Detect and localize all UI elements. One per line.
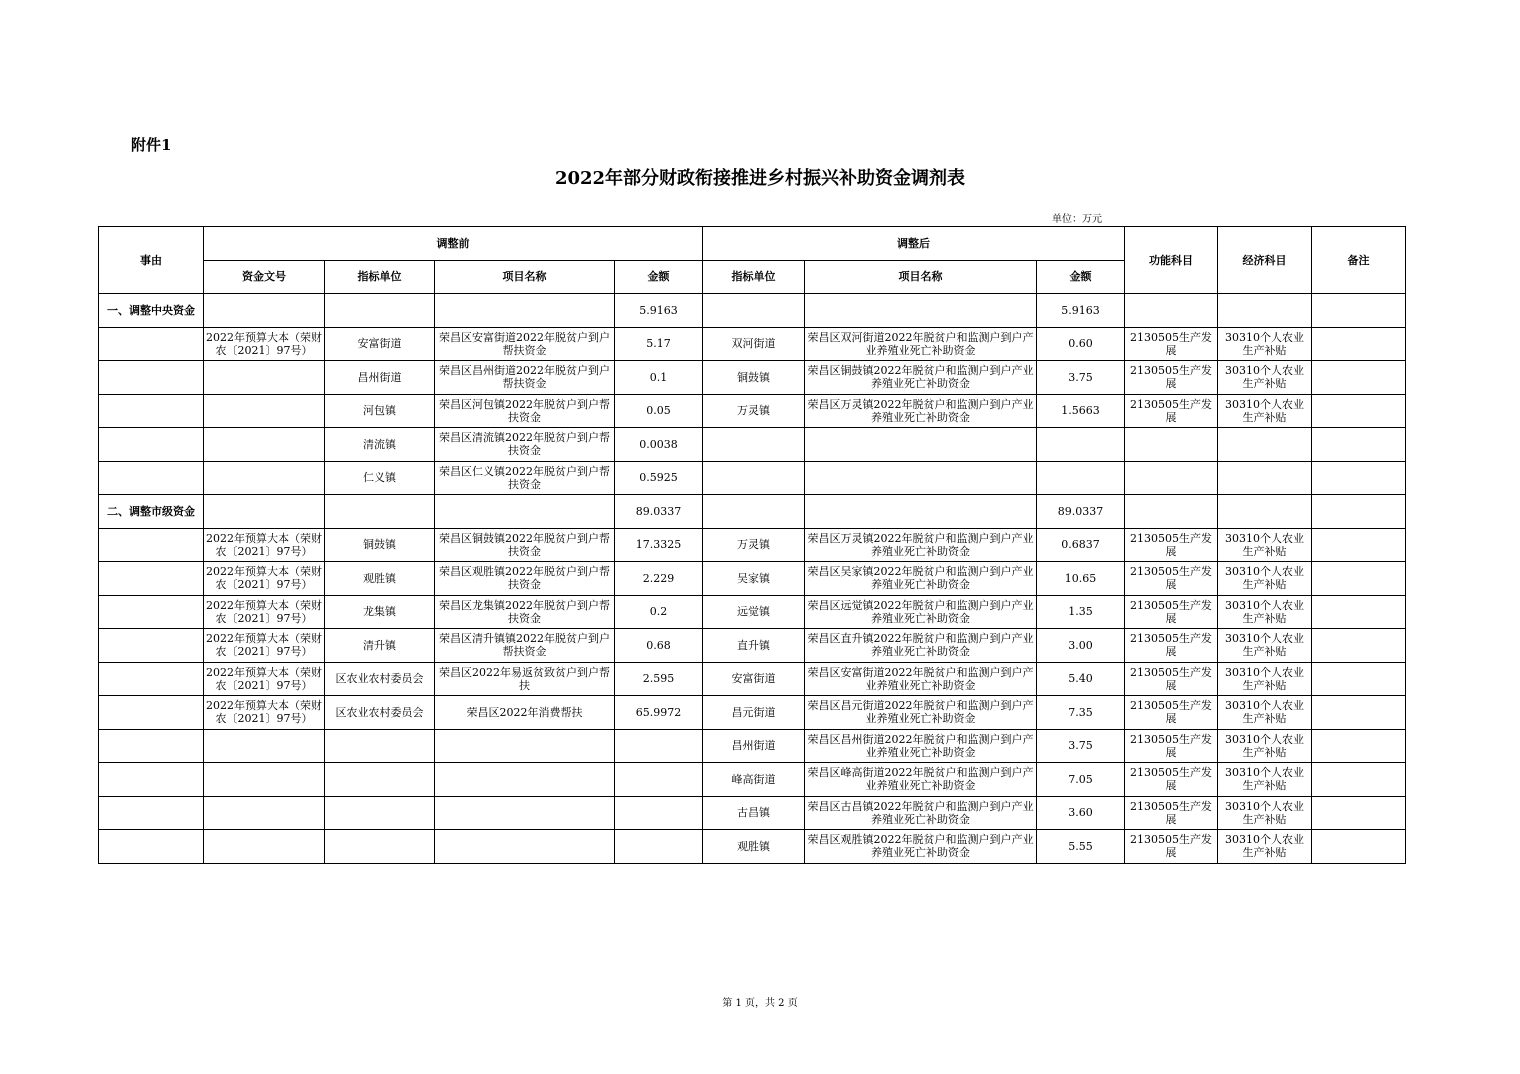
- unit-after-cell: 万灵镇: [703, 528, 805, 562]
- unit-before-cell: 安富街道: [325, 327, 435, 361]
- project-before-cell: [435, 763, 615, 797]
- unit-after-cell: 昌元街道: [703, 696, 805, 730]
- reason-cell: [99, 696, 204, 730]
- unit-before-cell: 清升镇: [325, 629, 435, 663]
- fund-doc-cell: [204, 361, 325, 395]
- unit-after-cell: 远觉镇: [703, 595, 805, 629]
- amount-after-cell: 5.40: [1037, 662, 1125, 696]
- amount-before-cell: [615, 830, 703, 864]
- amount-before-cell: 5.9163: [615, 294, 703, 328]
- project-before-cell: [435, 796, 615, 830]
- project-before-cell: 荣昌区龙集镇2022年脱贫户到户帮扶资金: [435, 595, 615, 629]
- table-row: [99, 696, 1406, 730]
- unit-before-cell: 铜鼓镇: [325, 528, 435, 562]
- project-after-cell: 荣昌区双河街道2022年脱贫户和监测户到户产业养殖业死亡补助资金: [805, 327, 1037, 361]
- table-row: [99, 562, 1406, 596]
- function-subject-cell: 2130505生产发展: [1125, 729, 1218, 763]
- remark-cell: [1312, 729, 1406, 763]
- unit-after-cell: 古昌镇: [703, 796, 805, 830]
- amount-before-cell: 0.5925: [615, 461, 703, 495]
- function-subject-cell: [1125, 495, 1218, 529]
- function-subject-cell: 2130505生产发展: [1125, 361, 1218, 395]
- unit-before-cell: [325, 796, 435, 830]
- economic-subject-cell: 30310个人农业生产补贴: [1218, 394, 1312, 428]
- project-after-cell: 荣昌区峰高街道2022年脱贫户和监测户到户产业养殖业死亡补助资金: [805, 763, 1037, 797]
- reason-cell: [99, 763, 204, 797]
- amount-after-cell: 7.05: [1037, 763, 1125, 797]
- remark-cell: [1312, 461, 1406, 495]
- economic-subject-cell: 30310个人农业生产补贴: [1218, 595, 1312, 629]
- amount-after-cell: 3.00: [1037, 629, 1125, 663]
- unit-after-cell: [703, 461, 805, 495]
- unit-after-cell: 峰高街道: [703, 763, 805, 797]
- project-before-cell: 荣昌区铜鼓镇2022年脱贫户到户帮扶资金: [435, 528, 615, 562]
- project-after-cell: 荣昌区昌州街道2022年脱贫户和监测户到户产业养殖业死亡补助资金: [805, 729, 1037, 763]
- fund-doc-cell: 2022年预算大本（荣财农〔2021〕97号）: [204, 662, 325, 696]
- fund-doc-cell: [204, 763, 325, 797]
- adjustment-table: [98, 226, 1406, 864]
- attachment-label: 附件1: [131, 136, 172, 154]
- project-before-cell: [435, 294, 615, 328]
- table-row: [99, 327, 1406, 361]
- economic-subject-cell: 30310个人农业生产补贴: [1218, 361, 1312, 395]
- project-after-cell: 荣昌区古昌镇2022年脱贫户和监测户到户产业养殖业死亡补助资金: [805, 796, 1037, 830]
- function-subject-cell: 2130505生产发展: [1125, 662, 1218, 696]
- project-after-cell: 荣昌区安富街道2022年脱贫户和监测户到户产业养殖业死亡补助资金: [805, 662, 1037, 696]
- header-amount-after: 金额: [1037, 260, 1125, 294]
- amount-after-cell: 10.65: [1037, 562, 1125, 596]
- function-subject-cell: 2130505生产发展: [1125, 796, 1218, 830]
- function-subject-cell: 2130505生产发展: [1125, 696, 1218, 730]
- unit-after-cell: 吴家镇: [703, 562, 805, 596]
- fund-doc-cell: [204, 394, 325, 428]
- amount-before-cell: 2.595: [615, 662, 703, 696]
- fund-doc-cell: [204, 294, 325, 328]
- amount-before-cell: [615, 763, 703, 797]
- amount-after-cell: 3.60: [1037, 796, 1125, 830]
- table-row: [99, 361, 1406, 395]
- remark-cell: [1312, 562, 1406, 596]
- reason-cell: [99, 461, 204, 495]
- unit-before-cell: [325, 729, 435, 763]
- unit-after-cell: 直升镇: [703, 629, 805, 663]
- unit-before-cell: 龙集镇: [325, 595, 435, 629]
- table-row: [99, 528, 1406, 562]
- header-reason: 事由: [99, 227, 204, 294]
- reason-cell: [99, 830, 204, 864]
- economic-subject-cell: 30310个人农业生产补贴: [1218, 796, 1312, 830]
- economic-subject-cell: 30310个人农业生产补贴: [1218, 763, 1312, 797]
- reason-cell: [99, 729, 204, 763]
- project-after-cell: 荣昌区铜鼓镇2022年脱贫户和监测户到户产业养殖业死亡补助资金: [805, 361, 1037, 395]
- reason-cell: [99, 361, 204, 395]
- function-subject-cell: [1125, 428, 1218, 462]
- fund-doc-cell: [204, 796, 325, 830]
- header-unit-after: 指标单位: [703, 260, 805, 294]
- remark-cell: [1312, 662, 1406, 696]
- table-row: [99, 394, 1406, 428]
- reason-cell: [99, 394, 204, 428]
- economic-subject-cell: 30310个人农业生产补贴: [1218, 562, 1312, 596]
- header-economic-subject: 经济科目: [1218, 227, 1312, 294]
- table-row: [99, 495, 1406, 529]
- remark-cell: [1312, 830, 1406, 864]
- table-row: [99, 830, 1406, 864]
- header-project-before: 项目名称: [435, 260, 615, 294]
- header-project-after: 项目名称: [805, 260, 1037, 294]
- amount-after-cell: 0.60: [1037, 327, 1125, 361]
- economic-subject-cell: 30310个人农业生产补贴: [1218, 830, 1312, 864]
- table-row: [99, 729, 1406, 763]
- project-after-cell: [805, 461, 1037, 495]
- project-after-cell: [805, 428, 1037, 462]
- project-before-cell: 荣昌区河包镇2022年脱贫户到户帮扶资金: [435, 394, 615, 428]
- unit-before-cell: [325, 830, 435, 864]
- unit-after-cell: 铜鼓镇: [703, 361, 805, 395]
- economic-subject-cell: 30310个人农业生产补贴: [1218, 528, 1312, 562]
- amount-before-cell: 0.1: [615, 361, 703, 395]
- project-before-cell: 荣昌区昌州街道2022年脱贫户到户帮扶资金: [435, 361, 615, 395]
- document-title: 2022年部分财政衔接推进乡村振兴补助资金调剂表: [554, 168, 966, 189]
- unit-before-cell: [325, 763, 435, 797]
- unit-after-cell: 安富街道: [703, 662, 805, 696]
- economic-subject-cell: 30310个人农业生产补贴: [1218, 696, 1312, 730]
- remark-cell: [1312, 361, 1406, 395]
- unit-after-cell: [703, 495, 805, 529]
- amount-after-cell: [1037, 461, 1125, 495]
- page-footer: 第 1 页，共 2 页: [722, 998, 798, 1009]
- unit-after-cell: 双河街道: [703, 327, 805, 361]
- project-before-cell: 荣昌区2022年易返贫致贫户到户帮扶: [435, 662, 615, 696]
- economic-subject-cell: [1218, 461, 1312, 495]
- function-subject-cell: 2130505生产发展: [1125, 763, 1218, 797]
- function-subject-cell: 2130505生产发展: [1125, 562, 1218, 596]
- header-before: 调整前: [204, 227, 703, 261]
- project-before-cell: [435, 729, 615, 763]
- economic-subject-cell: [1218, 294, 1312, 328]
- function-subject-cell: [1125, 294, 1218, 328]
- header-function-subject: 功能科目: [1125, 227, 1218, 294]
- function-subject-cell: 2130505生产发展: [1125, 830, 1218, 864]
- amount-before-cell: 5.17: [615, 327, 703, 361]
- function-subject-cell: 2130505生产发展: [1125, 595, 1218, 629]
- remark-cell: [1312, 595, 1406, 629]
- table-row: [99, 294, 1406, 328]
- economic-subject-cell: 30310个人农业生产补贴: [1218, 729, 1312, 763]
- table-row: [99, 763, 1406, 797]
- amount-after-cell: 0.6837: [1037, 528, 1125, 562]
- amount-after-cell: 1.35: [1037, 595, 1125, 629]
- amount-after-cell: [1037, 428, 1125, 462]
- reason-cell: [99, 327, 204, 361]
- table-row: [99, 629, 1406, 663]
- fund-doc-cell: [204, 428, 325, 462]
- reason-cell: [99, 629, 204, 663]
- fund-doc-cell: [204, 729, 325, 763]
- economic-subject-cell: [1218, 495, 1312, 529]
- unit-after-cell: 万灵镇: [703, 394, 805, 428]
- fund-doc-cell: 2022年预算大本（荣财农〔2021〕97号）: [204, 327, 325, 361]
- fund-doc-cell: 2022年预算大本（荣财农〔2021〕97号）: [204, 528, 325, 562]
- unit-before-cell: 区农业农村委员会: [325, 662, 435, 696]
- project-before-cell: 荣昌区仁义镇2022年脱贫户到户帮扶资金: [435, 461, 615, 495]
- reason-cell: [99, 428, 204, 462]
- table-row: [99, 595, 1406, 629]
- amount-before-cell: 17.3325: [615, 528, 703, 562]
- fund-doc-cell: 2022年预算大本（荣财农〔2021〕97号）: [204, 562, 325, 596]
- amount-after-cell: 1.5663: [1037, 394, 1125, 428]
- project-before-cell: 荣昌区安富街道2022年脱贫户到户帮扶资金: [435, 327, 615, 361]
- function-subject-cell: 2130505生产发展: [1125, 629, 1218, 663]
- amount-before-cell: 65.9972: [615, 696, 703, 730]
- remark-cell: [1312, 428, 1406, 462]
- reason-cell: 二、调整市级资金: [99, 495, 204, 529]
- project-after-cell: 荣昌区昌元街道2022年脱贫户和监测户到户产业养殖业死亡补助资金: [805, 696, 1037, 730]
- reason-cell: [99, 662, 204, 696]
- project-after-cell: 荣昌区万灵镇2022年脱贫户和监测户到户产业养殖业死亡补助资金: [805, 394, 1037, 428]
- remark-cell: [1312, 327, 1406, 361]
- remark-cell: [1312, 528, 1406, 562]
- project-before-cell: [435, 495, 615, 529]
- amount-before-cell: 0.0038: [615, 428, 703, 462]
- unit-before-cell: 昌州街道: [325, 361, 435, 395]
- table-row: [99, 428, 1406, 462]
- project-after-cell: [805, 495, 1037, 529]
- unit-label: 单位：万元: [1052, 214, 1102, 225]
- fund-doc-cell: 2022年预算大本（荣财农〔2021〕97号）: [204, 629, 325, 663]
- unit-before-cell: [325, 495, 435, 529]
- amount-before-cell: 89.0337: [615, 495, 703, 529]
- amount-after-cell: 7.35: [1037, 696, 1125, 730]
- unit-after-cell: [703, 428, 805, 462]
- remark-cell: [1312, 763, 1406, 797]
- table-row: [99, 796, 1406, 830]
- reason-cell: 一、调整中央资金: [99, 294, 204, 328]
- unit-before-cell: 仁义镇: [325, 461, 435, 495]
- amount-before-cell: 0.05: [615, 394, 703, 428]
- remark-cell: [1312, 796, 1406, 830]
- unit-before-cell: 区农业农村委员会: [325, 696, 435, 730]
- unit-after-cell: 观胜镇: [703, 830, 805, 864]
- remark-cell: [1312, 394, 1406, 428]
- amount-after-cell: 3.75: [1037, 361, 1125, 395]
- function-subject-cell: 2130505生产发展: [1125, 394, 1218, 428]
- economic-subject-cell: 30310个人农业生产补贴: [1218, 662, 1312, 696]
- amount-after-cell: 5.9163: [1037, 294, 1125, 328]
- fund-doc-cell: [204, 461, 325, 495]
- function-subject-cell: 2130505生产发展: [1125, 327, 1218, 361]
- economic-subject-cell: [1218, 428, 1312, 462]
- reason-cell: [99, 595, 204, 629]
- header-fund-doc: 资金文号: [204, 260, 325, 294]
- remark-cell: [1312, 629, 1406, 663]
- unit-after-cell: 昌州街道: [703, 729, 805, 763]
- remark-cell: [1312, 294, 1406, 328]
- amount-before-cell: [615, 729, 703, 763]
- amount-after-cell: 89.0337: [1037, 495, 1125, 529]
- economic-subject-cell: 30310个人农业生产补贴: [1218, 327, 1312, 361]
- fund-doc-cell: 2022年预算大本（荣财农〔2021〕97号）: [204, 595, 325, 629]
- project-before-cell: 荣昌区2022年消费帮扶: [435, 696, 615, 730]
- unit-before-cell: 观胜镇: [325, 562, 435, 596]
- header-remark: 备注: [1312, 227, 1406, 294]
- amount-after-cell: 5.55: [1037, 830, 1125, 864]
- amount-before-cell: [615, 796, 703, 830]
- project-before-cell: 荣昌区观胜镇2022年脱贫户到户帮扶资金: [435, 562, 615, 596]
- project-after-cell: 荣昌区观胜镇2022年脱贫户和监测户到户产业养殖业死亡补助资金: [805, 830, 1037, 864]
- header-amount-before: 金额: [615, 260, 703, 294]
- reason-cell: [99, 796, 204, 830]
- unit-before-cell: 河包镇: [325, 394, 435, 428]
- table-body: [99, 294, 1406, 864]
- project-after-cell: 荣昌区吴家镇2022年脱贫户和监测户到户产业养殖业死亡补助资金: [805, 562, 1037, 596]
- unit-before-cell: 清流镇: [325, 428, 435, 462]
- function-subject-cell: [1125, 461, 1218, 495]
- remark-cell: [1312, 696, 1406, 730]
- project-before-cell: 荣昌区清升镇镇2022年脱贫户到户帮扶资金: [435, 629, 615, 663]
- amount-after-cell: 3.75: [1037, 729, 1125, 763]
- project-after-cell: 荣昌区远觉镇2022年脱贫户和监测户到户产业养殖业死亡补助资金: [805, 595, 1037, 629]
- table-row: [99, 461, 1406, 495]
- economic-subject-cell: 30310个人农业生产补贴: [1218, 629, 1312, 663]
- function-subject-cell: 2130505生产发展: [1125, 528, 1218, 562]
- reason-cell: [99, 562, 204, 596]
- project-after-cell: 荣昌区直升镇2022年脱贫户和监测户到户产业养殖业死亡补助资金: [805, 629, 1037, 663]
- project-before-cell: 荣昌区清流镇2022年脱贫户到户帮扶资金: [435, 428, 615, 462]
- amount-before-cell: 0.68: [615, 629, 703, 663]
- project-after-cell: 荣昌区万灵镇2022年脱贫户和监测户到户产业养殖业死亡补助资金: [805, 528, 1037, 562]
- header-unit-before: 指标单位: [325, 260, 435, 294]
- header-after: 调整后: [703, 227, 1125, 261]
- fund-doc-cell: [204, 495, 325, 529]
- fund-doc-cell: [204, 830, 325, 864]
- unit-after-cell: [703, 294, 805, 328]
- amount-before-cell: 2.229: [615, 562, 703, 596]
- remark-cell: [1312, 495, 1406, 529]
- fund-doc-cell: 2022年预算大本（荣财农〔2021〕97号）: [204, 696, 325, 730]
- table-row: [99, 662, 1406, 696]
- project-before-cell: [435, 830, 615, 864]
- reason-cell: [99, 528, 204, 562]
- project-after-cell: [805, 294, 1037, 328]
- unit-before-cell: [325, 294, 435, 328]
- amount-before-cell: 0.2: [615, 595, 703, 629]
